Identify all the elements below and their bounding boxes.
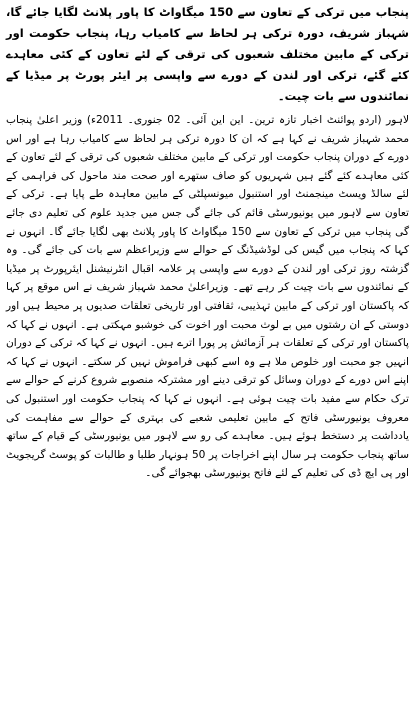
article-body: لاہور (اردو پوائنٹ اخبار تازہ ترین۔ این این آئی۔ 02 جنوری۔ 2011ء) وزیر اعلیٰ پنجاب محمد شہباز شریف نے کہا ہے کہ ان کا دورہ ترکی ہر لحاظ سے کامیاب رہا ہے اور اس دورے کے دوران پنجاب حکومت اور ترکی کے مابین مختلف شعبوں کی ترقی کے لئے تعاون کے کئی معاہدے کئے گئے ہیں شہریوں کو صاف ستھرے اور صحت مند ماحول کی فراہمی کے لئے سالڈ ویسٹ مینجمنٹ اور استنبول میونسپلٹی کے مابین معاہدہ طے پایا ہے۔ ترکی کے تعاون سے لاہور میں یونیورسٹی قائم کی جائے گی جس میں جدید علوم کی تعلیم دی جائے گی پنجاب میں ترکی کے تعاون سے 150 میگاواٹ کا پاور پلانٹ بھی لگایا جائے گا۔ انہوں نے کہا کہ پنجاب میں گیس کی لوڈشیڈنگ کے حوالے سے وزیراعظم سے بات کی جائے گی۔ وہ گزشتہ روز ترکی اور لندن کے دورے سے واپسی پر علامہ اقبال انٹرنیشنل ایئرپورٹ پر میڈیا کے نمائندوں سے بات چیت کر رہے تھے۔ وزیراعلیٰ محمد شہباز شریف نے اس موقع پر کہا کہ پاکستان اور ترکی کے مابین تہذیبی، ثقافتی اور تاریخی تعلقات صدیوں پر محیط ہیں اور دوستی کے ان رشتوں میں بے لوث محبت اور اخوت کی خوشبو مہکتی ہے۔ انہوں نے کہا کہ پاکستان اور ترکی کے تعلقات ہر آزمائش پر پورا اترے ہیں۔ انہوں نے کہا کہ ترکی کے دوران انہیں جو محبت اور خلوص ملا ہے وہ اسے کبھی فراموش نہیں کر سکتے۔ انہوں نے کہا کہ اپنے اس دورے کے دوران وسائل کو ترقی دینے اور مشترکہ منصوبے شروع کرنے کے حوالے سے ترک حکام سے مفید بات چیت ہوئی ہے۔ انہوں نے کہا کہ پنجاب حکومت اور استنبول کی معروف یونیورسٹی فاتح کے مابین تعلیمی شعبے کی بہتری کے حوالے سے مفاہمت کی یادداشت پر دستخط ہوئے ہیں۔ معاہدے کی رو سے لاہور میں یونیورسٹی کے قیام کے ساتھ ساتھ پنجاب حکومت ہر سال اپنے اخراجات پر 50 ہونہار طلبا و طالبات کو پوسٹ گریجویٹ اور پی ایچ ڈی کی تعلیم کے لئے فاتح یونیورسٹی بھجوائے گی۔ (6, 114, 410, 480)
article-headline: پنجاب میں ترکی کے تعاون سے 150 میگاواٹ کا پاور پلانٹ لگایا جائے گا، شہباز شریف، دورہ ترکی ہر لحاظ سے کامیاب رہا، پنجاب حکومت اور ترکی کے مابین مختلف شعبوں کی ترقی کے لئے تعاون کے کئی معاہدے کئے گئے، ترکی اور لندن کے دورے سے واپسی پر ایئر پورٹ پر میڈیا کے نمائندوں سے بات چیت۔ (6, 5, 409, 103)
